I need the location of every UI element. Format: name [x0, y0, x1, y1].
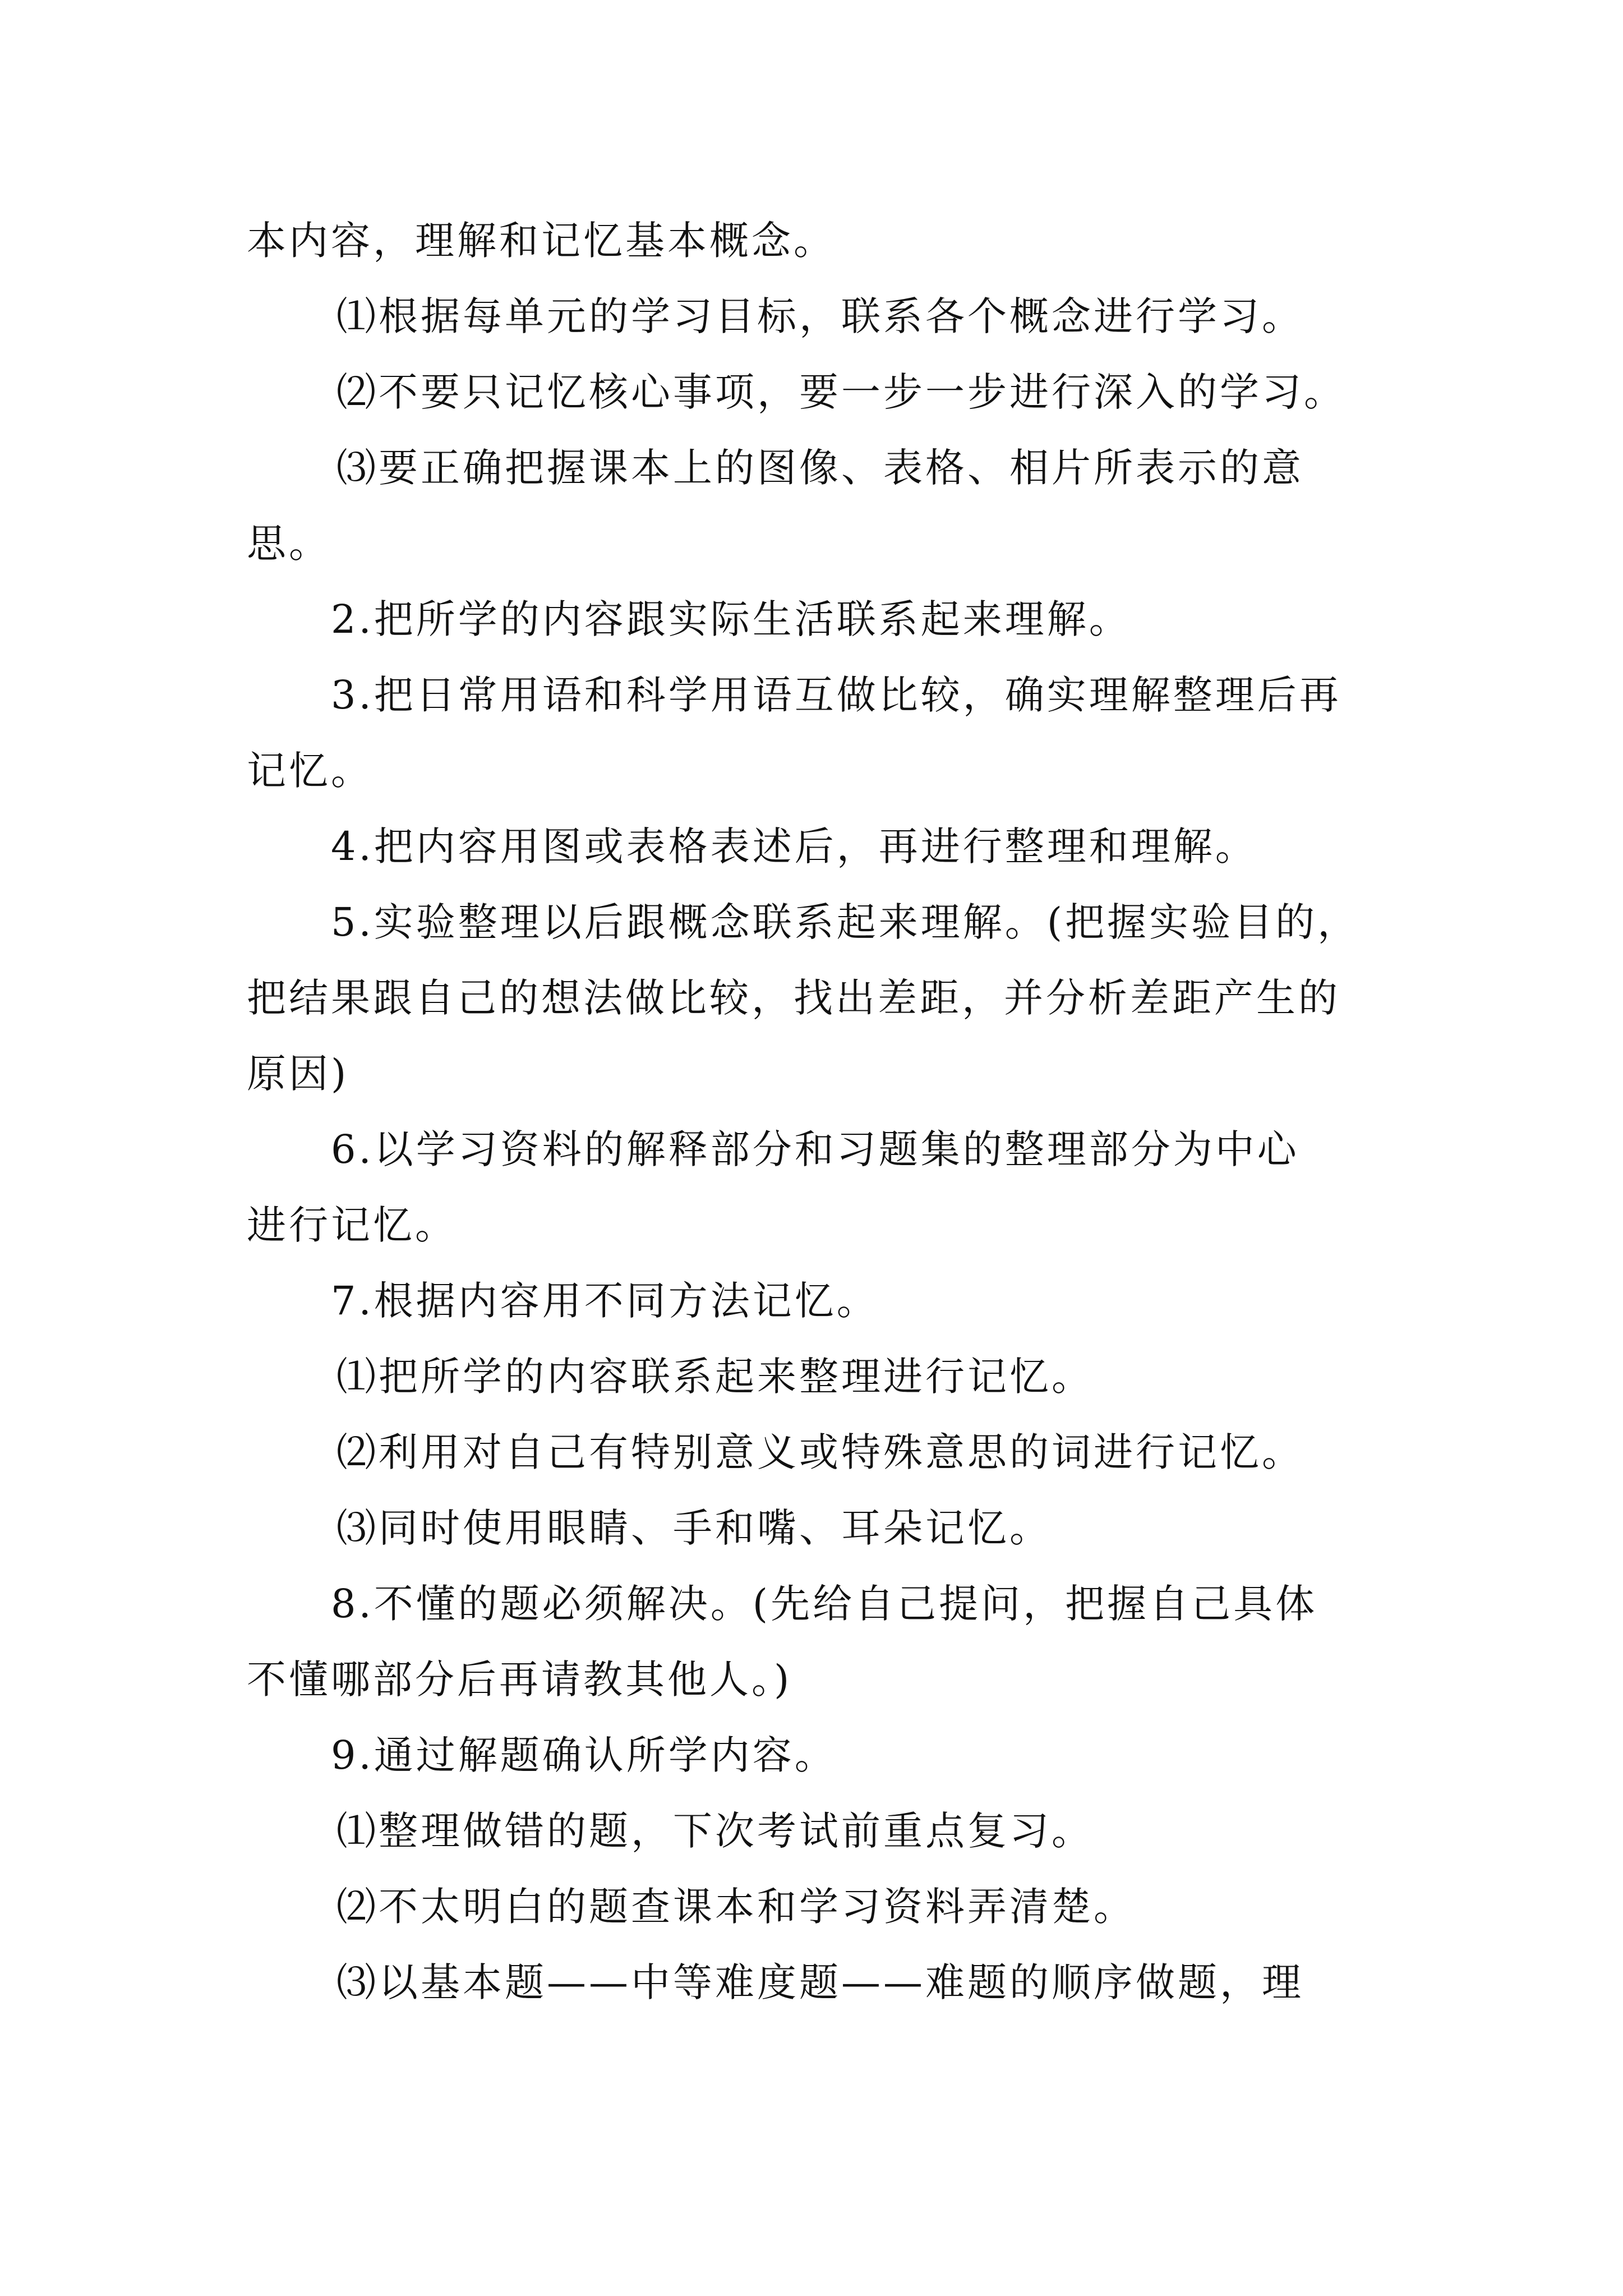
text-line-24: ⑶以基本题——中等难度题——难题的顺序做题，理 — [336, 1959, 1304, 2005]
text-line-14: 进行记忆。 — [247, 1202, 457, 1248]
text-line-1: 本内容，理解和记忆基本概念。 — [247, 218, 836, 264]
text-line-20: 不懂哪部分后再请教其他人。) — [247, 1657, 792, 1703]
text-line-19: 8.不懂的题必须解决。(先给自己提问，把握自己具体 — [331, 1581, 1318, 1627]
text-line-16: ⑴把所学的内容联系起来整理进行记忆。 — [336, 1354, 1094, 1400]
text-line-22: ⑴整理做错的题，下次考试前重点复习。 — [336, 1808, 1094, 1854]
text-line-21: 9.通过解题确认所学内容。 — [331, 1732, 837, 1778]
text-line-3: ⑵不要只记忆核心事项，要一步一步进行深入的学习。 — [336, 369, 1346, 415]
text-line-18: ⑶同时使用眼睛、手和嘴、耳朵记忆。 — [336, 1505, 1052, 1551]
text-line-2: ⑴根据每单元的学习目标，联系各个概念进行学习。 — [336, 293, 1304, 339]
text-line-12: 原因) — [247, 1051, 349, 1097]
text-line-7: 3.把日常用语和科学用语互做比较，确实理解整理后再 — [331, 672, 1341, 718]
text-line-4: ⑶要正确把握课本上的图像、表格、相片所表示的意 — [336, 445, 1304, 491]
text-line-15: 7.根据内容用不同方法记忆。 — [331, 1278, 879, 1324]
text-line-23: ⑵不太明白的题查课本和学习资料弄清楚。 — [336, 1884, 1136, 1930]
text-line-17: ⑵利用对自己有特别意义或特殊意思的词进行记忆。 — [336, 1429, 1304, 1475]
text-line-6: 2.把所学的内容跟实际生活联系起来理解。 — [331, 596, 1131, 642]
text-line-5: 思。 — [247, 521, 331, 567]
text-line-8: 记忆。 — [247, 748, 373, 794]
text-line-11: 把结果跟自己的想法做比较，找出差距，并分析差距产生的 — [247, 975, 1340, 1021]
text-line-9: 4.把内容用图或表格表述后，再进行整理和理解。 — [331, 823, 1257, 869]
text-line-13: 6.以学习资料的解释部分和习题集的整理部分为中心 — [331, 1126, 1299, 1172]
text-line-10: 5.实验整理以后跟概念联系起来理解。(把握实验目的， — [331, 899, 1360, 945]
